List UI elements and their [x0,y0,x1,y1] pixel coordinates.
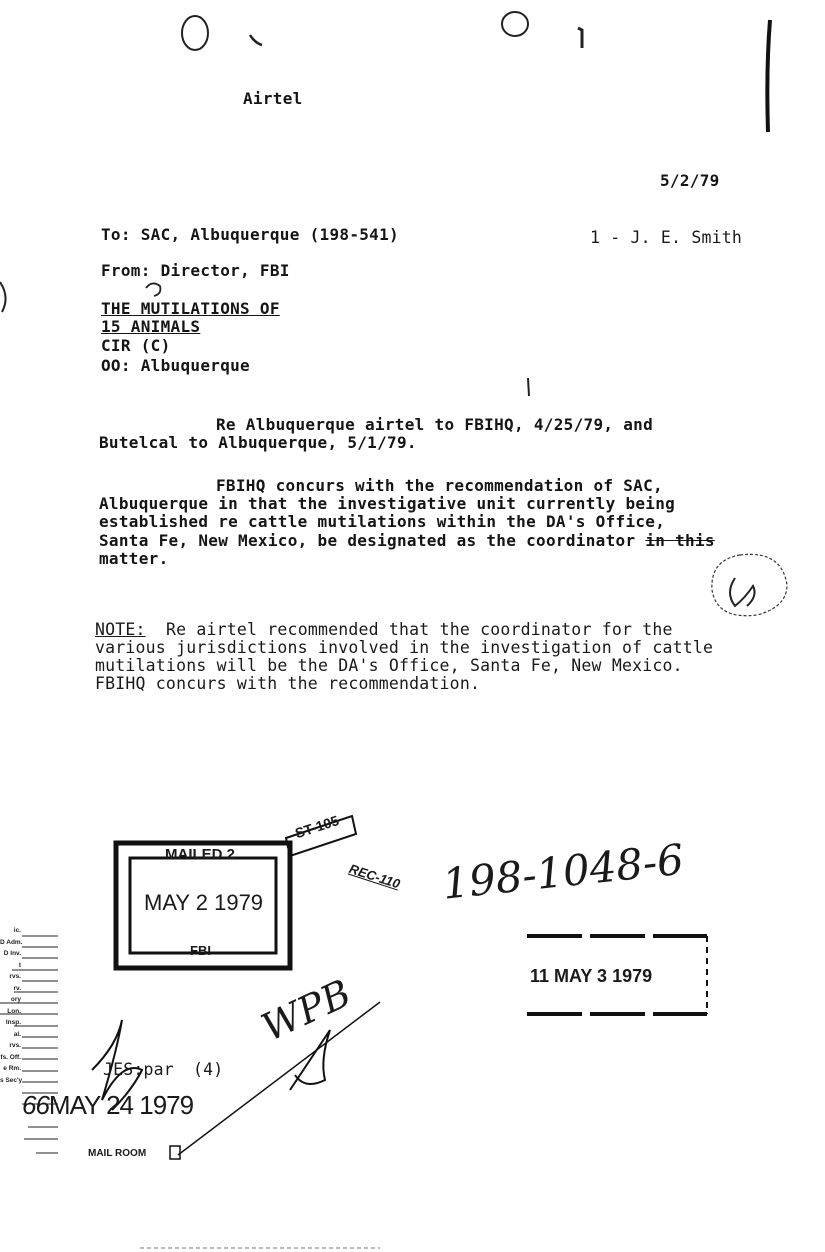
file-number: 198-1048-6 [440,834,686,909]
routing-item: rvs. [9,1042,21,1049]
bottom-date-stamp [22,1090,193,1121]
body-line: Butelcal to Albuquerque, 5/1/79. [99,433,417,452]
routing-item: e Rm. [3,1065,21,1072]
st-stamp: ST-105 [293,812,341,842]
mail-room-label: MAIL ROOM [88,1148,147,1159]
from-line: From: Director, FBI [101,261,290,280]
routing-item: Lon. [7,1007,21,1015]
caption-line: 15 ANIMALS [101,317,201,336]
body-line: FBIHQ concurs with the recommendation of SAC, [216,476,663,495]
body-line [99,531,715,550]
routing-item: D Inv. [3,950,21,957]
routing-item: s Sec'y [0,1076,23,1084]
handwritten-mark [182,16,208,50]
mailed-stamp-date: MAY 2 1979 [144,890,264,915]
note-line: various jurisdictions involved in the investigation of cattle [95,638,714,657]
routing-item: ic. [13,927,21,934]
body-line: established re cattle mutilations within the DA's Office, [99,512,666,531]
handwritten-mark [502,12,528,36]
margin-mark [0,282,6,312]
routing-item: D Adm. [0,938,23,946]
date: 5/2/79 [660,171,720,190]
routing-item: fs. Off. [0,1053,21,1061]
note-text: Re airtel recommended that the coordinator for the [165,620,673,639]
routing-item: Insp. [5,1019,21,1026]
note-line: mutilations will be the DA's Office, Santa Fe, New Mexico. [95,656,683,675]
routing-item: rv. [13,984,21,992]
handwritten-initials: WPB [255,970,358,1050]
to-line: To: SAC, Albuquerque (198-541) [101,225,399,244]
bottom-date-text: MAY 24 1979 [48,1090,194,1120]
body-line: matter. [99,549,169,568]
handwritten-mark [250,35,262,45]
received-stamp-date: 11 MAY 3 1979 [530,966,653,986]
note-line: FBIHQ concurs with the recommendation. [95,674,481,693]
note-line [95,620,673,639]
handwritten-mark [146,283,160,296]
tick-mark [528,378,529,396]
copy-count: (4) [193,1060,224,1079]
body-line: Albuquerque in that the investigative unit currently being [99,494,676,513]
handwritten-mark [578,28,582,48]
mailed-stamp-fbi: FBI [190,943,211,958]
rec-stamp: REC-110 [347,861,402,892]
typist-initials: JES:par [103,1060,174,1079]
body-line-text: Santa Fe, New Mexico, be designated as the coordinator [99,531,636,550]
doc-type: Airtel [243,89,303,108]
routing-item: ory [10,996,21,1003]
caption-line: OO: Albuquerque [101,356,250,375]
copy-line: 1 - J. E. Smith [590,228,743,247]
routing-item: al. [13,1030,21,1038]
mail-room-box [170,1146,180,1159]
routing-item: t [18,961,21,969]
caption-line: CIR (C) [101,336,171,355]
note-label: NOTE: [95,620,146,639]
mailed-stamp-title: MAILED 2 [165,846,236,863]
circled-initials [730,578,755,606]
bottom-date-prefix: 66 [22,1090,49,1120]
struck-text: in this [645,531,715,550]
body-line: Re Albuquerque airtel to FBIHQ, 4/25/79, and [216,415,654,434]
circled-initials [712,554,787,615]
routing-slip [0,925,21,1086]
caption-line: THE MUTILATIONS OF [101,299,280,318]
margin-line [767,20,770,132]
routing-item: rvs. [9,973,21,980]
